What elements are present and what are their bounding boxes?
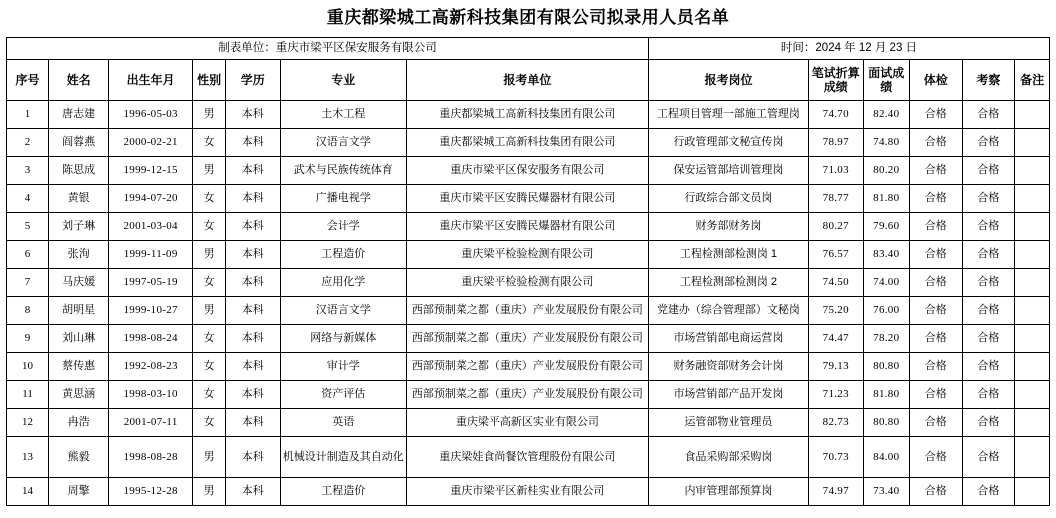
cell-gender: 女 [193,269,226,297]
cell-name: 熊毅 [49,437,109,478]
cell-major: 网络与新媒体 [280,325,406,353]
cell-education: 本科 [225,325,280,353]
cell-birth: 1998-08-28 [109,437,193,478]
table-row [7,478,1050,506]
cell-name: 周擎 [49,478,109,506]
cell-remark [1015,129,1050,157]
cell-name: 唐志建 [49,101,109,129]
cell-index: 1 [7,101,49,129]
cell-physical: 合格 [909,409,962,437]
cell-remark [1015,213,1050,241]
col-header-written-score: 笔试折算成绩 [808,60,863,101]
cell-birth: 2000-02-21 [109,129,193,157]
cell-position: 财务融资部财务会计岗 [648,353,808,381]
cell-position: 工程项目管理一部施工管理岗 [648,101,808,129]
table-row [7,269,1050,297]
table-row [7,381,1050,409]
cell-index: 9 [7,325,49,353]
cell-inspection: 合格 [962,269,1015,297]
cell-major: 应用化学 [280,269,406,297]
cell-gender: 女 [193,353,226,381]
table-row [7,325,1050,353]
cell-major: 武术与民族传统体育 [280,157,406,185]
cell-physical: 合格 [909,478,962,506]
cell-birth: 1998-08-24 [109,325,193,353]
cell-inspection: 合格 [962,478,1015,506]
cell-birth: 2001-07-11 [109,409,193,437]
cell-education: 本科 [225,297,280,325]
cell-education: 本科 [225,437,280,478]
cell-interview: 82.40 [863,101,909,129]
cell-written: 76.57 [808,241,863,269]
cell-education: 本科 [225,157,280,185]
cell-unit: 重庆都梁城工高新科技集团有限公司 [406,101,648,129]
cell-inspection: 合格 [962,437,1015,478]
cell-gender: 女 [193,185,226,213]
cell-unit: 重庆梁平检验检测有限公司 [406,241,648,269]
cell-inspection: 合格 [962,409,1015,437]
cell-major: 机械设计制造及其自动化 [280,437,406,478]
cell-index: 6 [7,241,49,269]
cell-physical: 合格 [909,437,962,478]
cell-education: 本科 [225,353,280,381]
cell-education: 本科 [225,269,280,297]
cell-unit: 西部预制菜之都（重庆）产业发展股份有限公司 [406,297,648,325]
cell-education: 本科 [225,213,280,241]
cell-name: 胡明星 [49,297,109,325]
cell-interview: 81.80 [863,185,909,213]
cell-index: 2 [7,129,49,157]
cell-birth: 1998-03-10 [109,381,193,409]
cell-education: 本科 [225,101,280,129]
cell-physical: 合格 [909,269,962,297]
cell-index: 4 [7,185,49,213]
cell-interview: 73.40 [863,478,909,506]
cell-inspection: 合格 [962,129,1015,157]
cell-major: 工程造价 [280,241,406,269]
cell-birth: 1999-10-27 [109,297,193,325]
cell-name: 冉浩 [49,409,109,437]
cell-inspection: 合格 [962,325,1015,353]
cell-written: 78.77 [808,185,863,213]
table-row [7,101,1050,129]
cell-written: 79.13 [808,353,863,381]
cell-major: 汉语言文学 [280,297,406,325]
cell-written: 75.20 [808,297,863,325]
cell-birth: 1996-05-03 [109,101,193,129]
cell-birth: 1992-08-23 [109,353,193,381]
cell-written: 74.47 [808,325,863,353]
cell-interview: 80.20 [863,157,909,185]
cell-major: 广播电视学 [280,185,406,213]
cell-education: 本科 [225,381,280,409]
cell-physical: 合格 [909,297,962,325]
cell-interview: 80.80 [863,409,909,437]
cell-physical: 合格 [909,381,962,409]
col-header-major: 专业 [280,60,406,101]
cell-unit: 重庆梁平检验检测有限公司 [406,269,648,297]
page-title: 重庆都梁城工高新科技集团有限公司拟录用人员名单 [326,8,730,27]
cell-major: 工程造价 [280,478,406,506]
cell-inspection: 合格 [962,297,1015,325]
cell-physical: 合格 [909,213,962,241]
cell-index: 14 [7,478,49,506]
cell-gender: 女 [193,325,226,353]
cell-name: 马庆媛 [49,269,109,297]
cell-index: 3 [7,157,49,185]
cell-index: 11 [7,381,49,409]
cell-physical: 合格 [909,101,962,129]
cell-written: 74.70 [808,101,863,129]
col-header-remark: 备注 [1015,60,1050,101]
cell-unit: 西部预制菜之都（重庆）产业发展股份有限公司 [406,381,648,409]
cell-written: 74.97 [808,478,863,506]
cell-gender: 女 [193,129,226,157]
cell-interview: 83.40 [863,241,909,269]
cell-physical: 合格 [909,185,962,213]
cell-written: 70.73 [808,437,863,478]
cell-remark [1015,101,1050,129]
col-header-education: 学历 [225,60,280,101]
cell-position: 工程检测部检测岗 1 [648,241,808,269]
cell-position: 财务部财务岗 [648,213,808,241]
cell-unit: 重庆市梁平区安腾民爆器材有限公司 [406,213,648,241]
cell-unit: 重庆市梁平区保安服务有限公司 [406,157,648,185]
cell-education: 本科 [225,409,280,437]
cell-position: 食品采购部采购岗 [648,437,808,478]
cell-interview: 74.00 [863,269,909,297]
cell-written: 82.73 [808,409,863,437]
cell-remark [1015,409,1050,437]
cell-education: 本科 [225,241,280,269]
cell-unit: 西部预制菜之都（重庆）产业发展股份有限公司 [406,325,648,353]
cell-position: 市场营销部产品开发岗 [648,381,808,409]
cell-major: 土木工程 [280,101,406,129]
candidate-list-table [6,37,1050,506]
cell-education: 本科 [225,185,280,213]
cell-index: 13 [7,437,49,478]
cell-index: 7 [7,269,49,297]
cell-interview: 76.00 [863,297,909,325]
cell-physical: 合格 [909,325,962,353]
cell-interview: 79.60 [863,213,909,241]
cell-name: 蔡传惠 [49,353,109,381]
cell-birth: 1995-12-28 [109,478,193,506]
cell-unit: 重庆市梁平区新桂实业有限公司 [406,478,648,506]
cell-index: 5 [7,213,49,241]
cell-name: 陈思成 [49,157,109,185]
cell-written: 71.23 [808,381,863,409]
cell-name: 张洵 [49,241,109,269]
cell-birth: 1997-05-19 [109,269,193,297]
cell-written: 80.27 [808,213,863,241]
table-row [7,353,1050,381]
col-header-position: 报考岗位 [648,60,808,101]
cell-physical: 合格 [909,241,962,269]
preparer-unit: 制表单位：重庆市梁平区保安服务有限公司 [7,38,649,60]
cell-education: 本科 [225,129,280,157]
cell-inspection: 合格 [962,353,1015,381]
cell-inspection: 合格 [962,101,1015,129]
cell-name: 阎蓉燕 [49,129,109,157]
cell-remark [1015,269,1050,297]
table-row [7,297,1050,325]
cell-gender: 女 [193,409,226,437]
cell-birth: 1999-12-15 [109,157,193,185]
cell-inspection: 合格 [962,213,1015,241]
cell-remark [1015,157,1050,185]
cell-gender: 男 [193,101,226,129]
cell-physical: 合格 [909,157,962,185]
cell-position: 工程检测部检测岗 2 [648,269,808,297]
cell-major: 汉语言文学 [280,129,406,157]
cell-position: 运管部物业管理员 [648,409,808,437]
document-date: 时间：2024 年 12 月 23 日 [648,38,1049,60]
cell-name: 黄思涵 [49,381,109,409]
col-header-birth: 出生年月 [109,60,193,101]
cell-index: 8 [7,297,49,325]
cell-interview: 78.20 [863,325,909,353]
cell-unit: 西部预制菜之都（重庆）产业发展股份有限公司 [406,353,648,381]
table-row [7,241,1050,269]
cell-name: 刘山琳 [49,325,109,353]
cell-physical: 合格 [909,129,962,157]
cell-written: 78.97 [808,129,863,157]
cell-remark [1015,478,1050,506]
cell-interview: 81.80 [863,381,909,409]
cell-remark [1015,241,1050,269]
cell-unit: 重庆梁平高新区实业有限公司 [406,409,648,437]
cell-gender: 男 [193,297,226,325]
table-row [7,185,1050,213]
cell-birth: 2001-03-04 [109,213,193,241]
cell-remark [1015,297,1050,325]
cell-gender: 男 [193,478,226,506]
cell-gender: 女 [193,381,226,409]
cell-interview: 74.80 [863,129,909,157]
cell-position: 行政管理部文秘宣传岗 [648,129,808,157]
cell-inspection: 合格 [962,185,1015,213]
cell-inspection: 合格 [962,241,1015,269]
cell-remark [1015,381,1050,409]
cell-unit: 重庆市梁平区安腾民爆器材有限公司 [406,185,648,213]
cell-inspection: 合格 [962,381,1015,409]
col-header-name: 姓名 [49,60,109,101]
cell-interview: 80.80 [863,353,909,381]
cell-position: 保安运管部培训管理岗 [648,157,808,185]
cell-remark [1015,353,1050,381]
col-header-index: 序号 [7,60,49,101]
cell-position: 行政综合部文员岗 [648,185,808,213]
cell-remark [1015,437,1050,478]
cell-birth: 1994-07-20 [109,185,193,213]
cell-gender: 男 [193,437,226,478]
cell-unit: 重庆都梁城工高新科技集团有限公司 [406,129,648,157]
cell-position: 内审管理部预算岗 [648,478,808,506]
col-header-gender: 性别 [193,60,226,101]
col-header-physical-exam: 体检 [909,60,962,101]
table-row [7,409,1050,437]
table-header-row [7,60,1050,101]
cell-position: 市场营销部电商运营岗 [648,325,808,353]
cell-major: 英语 [280,409,406,437]
cell-index: 12 [7,409,49,437]
table-body [7,101,1050,506]
cell-birth: 1999-11-09 [109,241,193,269]
cell-name: 刘子琳 [49,213,109,241]
col-header-inspection: 考察 [962,60,1015,101]
cell-physical: 合格 [909,353,962,381]
meta-row [7,38,1050,60]
cell-index: 10 [7,353,49,381]
cell-major: 审计学 [280,353,406,381]
cell-written: 71.03 [808,157,863,185]
cell-written: 74.50 [808,269,863,297]
cell-position: 党建办（综合管理部）文秘岗 [648,297,808,325]
cell-remark [1015,185,1050,213]
cell-gender: 男 [193,241,226,269]
col-header-interview-score: 面试成绩 [863,60,909,101]
cell-gender: 女 [193,213,226,241]
cell-unit: 重庆梁娃食尚餐饮管理股份有限公司 [406,437,648,478]
cell-major: 会计学 [280,213,406,241]
table-row [7,437,1050,478]
col-header-unit: 报考单位 [406,60,648,101]
cell-remark [1015,325,1050,353]
cell-name: 黄银 [49,185,109,213]
cell-interview: 84.00 [863,437,909,478]
cell-inspection: 合格 [962,157,1015,185]
table-row [7,129,1050,157]
cell-education: 本科 [225,478,280,506]
table-row [7,157,1050,185]
cell-gender: 男 [193,157,226,185]
cell-major: 资产评估 [280,381,406,409]
table-row [7,213,1050,241]
